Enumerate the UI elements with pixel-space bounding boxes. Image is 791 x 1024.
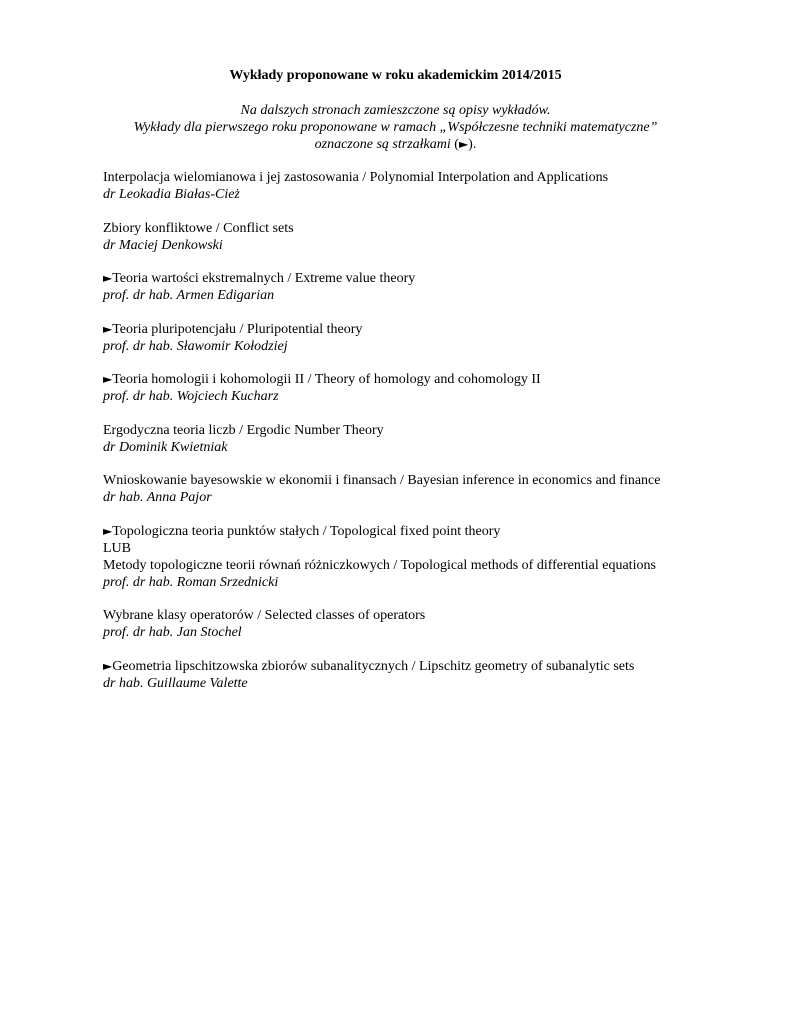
lecturer-name: dr hab. Guillaume Valette [103, 675, 248, 691]
arrow-icon: ► [103, 271, 113, 285]
lecturer-name: prof. dr hab. Wojciech Kucharz [103, 389, 279, 404]
lecture-title: Ergodyczna teoria liczb / Ergodic Number Theory [103, 422, 384, 438]
lecture-or-label: LUB [103, 540, 131, 556]
lecture-item [103, 607, 743, 641]
lecture-title: Teoria homologii i kohomologii II / Theory of homology and cohomology II [112, 372, 541, 387]
lecture-item [103, 371, 743, 405]
intro-line-3 [0, 136, 791, 153]
lecture-list [103, 169, 743, 708]
intro-paren-open: ( [454, 137, 459, 152]
lecturer-name: prof. dr hab. Jan Stochel [103, 625, 242, 640]
lecture-title-line [103, 321, 743, 338]
lecture-title: Geometria lipschitzowska zbiorów subanalitycznych / Lipschitz geometry of subanalytic sets [112, 658, 635, 674]
lecture-title: Teoria wartości ekstremalnych / Extreme value theory [112, 271, 416, 286]
lecture-title-line [103, 270, 743, 287]
arrow-icon: ► [103, 658, 113, 673]
lecture-item [103, 169, 743, 203]
page-title: Wykłady proponowane w roku akademickim 2014/2015 [229, 68, 562, 83]
lecture-item [103, 422, 743, 456]
arrow-icon: ► [103, 321, 113, 336]
lecture-title: Wybrane klasy operatorów / Selected classes of operators [103, 608, 426, 623]
intro-paren-close: ). [468, 137, 477, 152]
lecturer-name: dr hab. Anna Pajor [103, 490, 212, 505]
lecture-item [103, 321, 743, 355]
intro-line-2: Wykłady dla pierwszego roku proponowane w ramach „Współczesne techniki matematyczne” [133, 120, 658, 135]
lecture-title: Zbiory konfliktowe / Conflict sets [103, 220, 294, 236]
lecture-item [103, 658, 743, 692]
intro-paragraph [0, 102, 791, 153]
arrow-icon: ► [458, 137, 469, 151]
lecture-title-line [103, 523, 743, 540]
intro-line-3-text: oznaczone są strzałkami [314, 137, 451, 152]
lecture-title: Wnioskowanie bayesowskie w ekonomii i finansach / Bayesian inference in economics and finance [103, 473, 661, 488]
lecture-title: Teoria pluripotencjału / Pluripotential theory [112, 321, 363, 337]
arrow-icon: ► [103, 523, 113, 538]
arrow-icon: ► [103, 372, 113, 386]
lecturer-name: prof. dr hab. Roman Srzednicki [103, 574, 279, 590]
lecture-item [103, 472, 743, 506]
lecture-title-alt: Metody topologiczne teorii równań różniczkowych / Topological methods of differential equations [103, 557, 656, 573]
lecture-title: Topologiczna teoria punktów stałych / Topological fixed point theory [112, 523, 501, 539]
lecturer-name: dr Maciej Denkowski [103, 237, 223, 253]
lecture-title-line [103, 371, 743, 388]
intro-line-1: Na dalszych stronach zamieszczone są opisy wykładów. [240, 103, 551, 118]
lecturer-name: dr Dominik Kwietniak [103, 439, 228, 455]
lecture-title-line [103, 658, 743, 675]
lecturer-name: prof. dr hab. Armen Edigarian [103, 288, 275, 303]
lecture-item [103, 220, 743, 254]
lecturer-name: prof. dr hab. Sławomir Kołodziej [103, 338, 288, 354]
lecture-item [103, 523, 743, 591]
lecture-item [103, 270, 743, 304]
lecture-title: Interpolacja wielomianowa i jej zastosowania / Polynomial Interpolation and Applications [103, 170, 609, 185]
lecturer-name: dr Leokadia Białas-Cież [103, 187, 240, 202]
